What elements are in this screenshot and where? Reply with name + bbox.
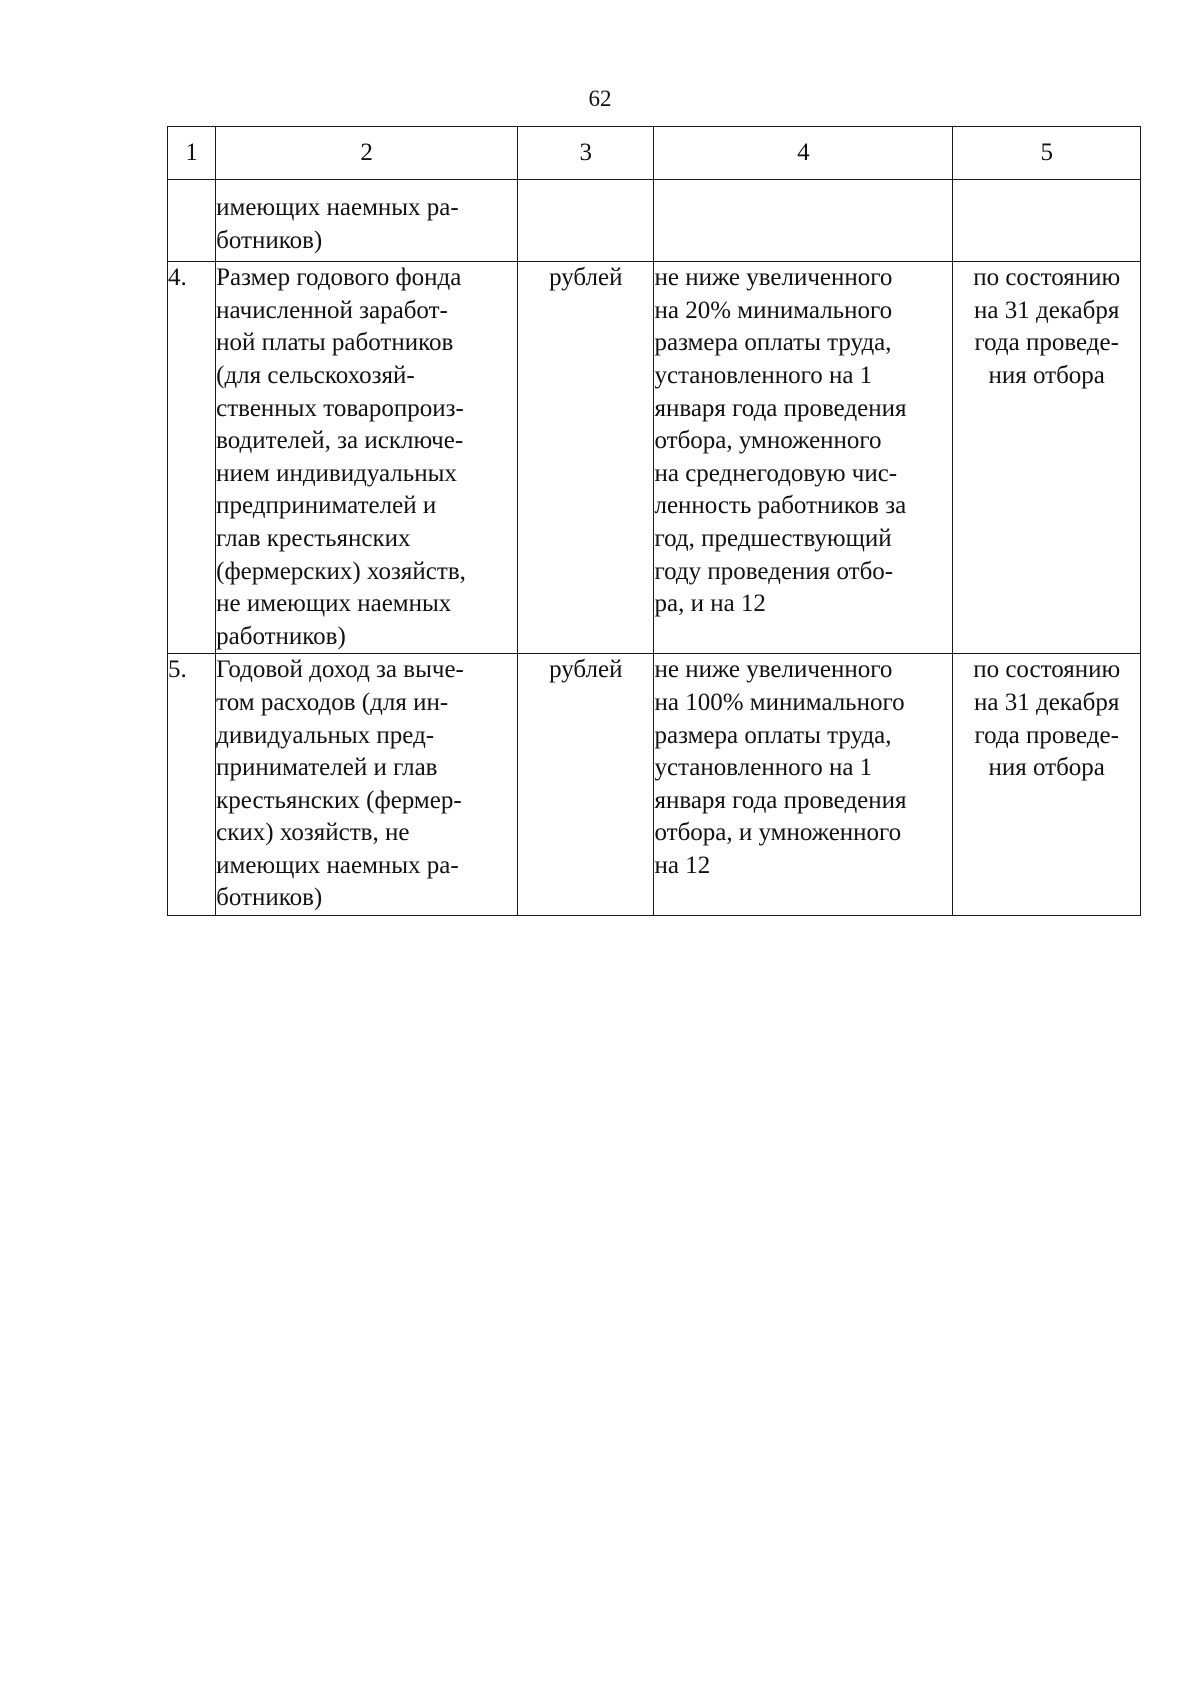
text-line: имеющих наемных ра- [216,851,459,879]
page-number: 62 [588,86,612,111]
text-line: Годовой доход за выче- [216,656,464,684]
row-number: 4. [168,262,216,654]
text-line: размера оплаты труда, [654,329,892,357]
text-line: установленного на 1 [654,361,873,389]
text-line: на 31 декабря [974,296,1120,324]
row-number: 5. [168,654,216,916]
continuation-row [168,180,1141,262]
unit-cell: рублей [518,262,654,654]
value-cell [654,262,953,654]
text-line: ной платы работников [216,329,454,357]
value-cell [654,654,953,916]
text-line: том расходов (для ин- [216,688,449,716]
text-line: отбора, и умноженного [654,819,902,847]
text-line: на 100% минимального [654,688,905,716]
text-line: года проведе- [974,329,1119,357]
text-line: ра, и на 12 [654,590,766,618]
header-row [168,127,1141,180]
text-line: крестьянских (фермер- [216,786,462,814]
text-line: году проведения отбо- [654,557,894,585]
text-line: ния отбора [988,754,1105,782]
text-line: установленного на 1 [654,754,873,782]
continuation-unit-cell [518,180,654,262]
header-cell-1: 1 [168,127,216,180]
text-line: не ниже увеличенного [654,656,893,684]
text-line: ственных товаропроиз- [216,394,464,422]
continuation-date-cell [953,180,1141,262]
text-line: ских) хозяйств, не [216,819,410,847]
text-line: Размер годового фонда [216,264,462,292]
continuation-value-cell [654,180,953,262]
text-line: ботников) [216,226,323,254]
text-line: на среднегодовую чис- [654,459,898,487]
date-cell [953,262,1141,654]
text-line: глав крестьянских [216,524,411,552]
text-line: по состоянию [973,656,1121,684]
text-line: на 31 декабря [974,688,1120,716]
table-row [168,654,1141,916]
text-line: работников) [216,622,346,650]
text-line: водителей, за исключе- [216,427,464,455]
indicator-cell [216,654,518,916]
text-line: на 12 [654,851,711,879]
text-line: нием индивидуальных [216,459,457,487]
text-line: предпринимателей и [216,492,437,520]
text-line: по состоянию [973,264,1121,292]
text-line: января года проведения [654,786,907,814]
text-line: не ниже увеличенного [654,264,893,292]
continuation-indicator-cell [216,180,518,262]
text-line: не имеющих наемных [216,590,452,618]
text-line: ботников) [216,884,323,912]
text-line: год, предшествующий [654,524,892,552]
text-line: размера оплаты труда, [654,721,892,749]
header-cell-5: 5 [953,127,1141,180]
text-line: ленность работников за [654,492,907,520]
text-line: января года проведения [654,394,907,422]
header-cell-4: 4 [654,127,953,180]
continuation-num-cell [168,180,216,262]
indicator-cell [216,262,518,654]
text-line: дивидуальных пред- [216,721,435,749]
criteria-table [167,126,1141,916]
date-cell [953,654,1141,916]
text-line: (фермерских) хозяйств, [216,557,466,585]
header-cell-2: 2 [216,127,518,180]
text-line: года проведе- [974,721,1119,749]
text-line: отбора, умноженного [654,427,882,455]
text-line: на 20% минимального [654,296,893,324]
unit-cell: рублей [518,654,654,916]
text-line: имеющих наемных ра- [216,194,459,221]
text-line: ния отбора [988,361,1105,389]
table-row [168,262,1141,654]
text-line: принимателей и глав [216,754,438,782]
text-line: начисленной заработ- [216,296,448,324]
header-cell-3: 3 [518,127,654,180]
text-line: (для сельскохозяй- [216,361,415,389]
